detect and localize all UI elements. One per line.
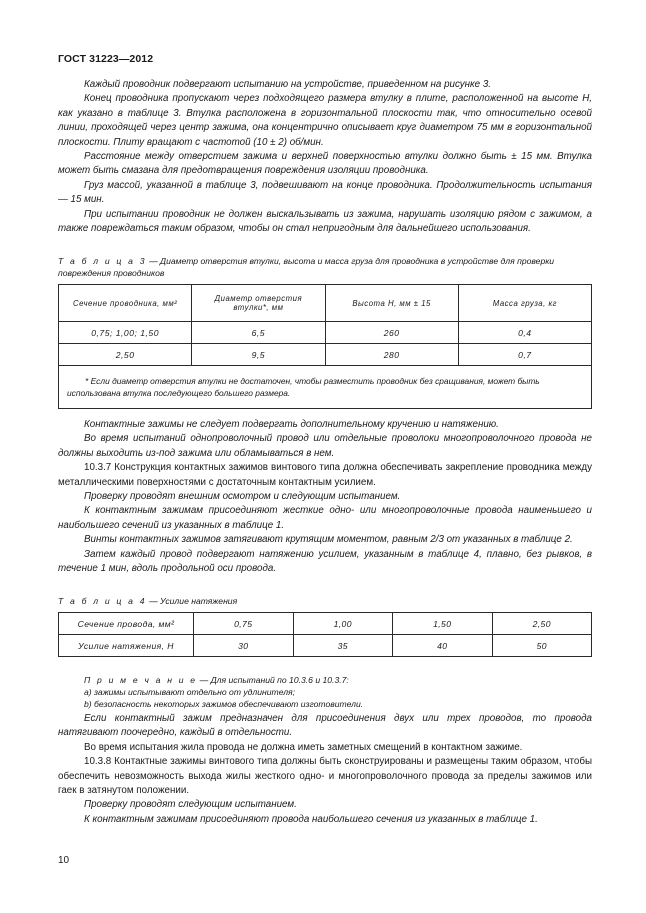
table3-footnote-row <box>59 366 592 409</box>
table3-cell: 9,5 <box>192 344 325 366</box>
note-text: — Для испытаний по 10.3.6 и 10.3.7: <box>197 675 349 685</box>
text-block-3 <box>58 712 592 827</box>
note-label: П р и м е ч а н и е <box>84 675 198 685</box>
note-heading <box>84 674 584 686</box>
paragraph: Каждый проводник подвергают испытанию на устройстве, приведенном на рисунке 3. <box>84 79 492 90</box>
paragraph: Винты контактных зажимов затягивают крутящим моментом, равным 2/3 от указанных в таблице 2. <box>84 534 573 546</box>
table4-caption-label: Т а б л и ц а 4 <box>58 596 147 606</box>
table3 <box>58 284 592 409</box>
table3-cell: 260 <box>325 322 458 344</box>
table3-cell: 0,4 <box>458 322 591 344</box>
table4-cell: 0,75 <box>194 613 294 635</box>
paragraph: Во время испытаний однопроволочный провод или отдельные проволоки многопроволочного провода не должны выходить из-под зажима или обламываться в нем. <box>58 433 592 459</box>
paragraph: При испытании проводник не должен выскальзывать из зажима, нарушать изоляцию рядом с зажимом, а также повреждаться таким образом, чтобы он стал непригодным для дальнейшего использования. <box>58 208 592 235</box>
table3-footnote-text: * Если диаметр отверстия втулки не достаточен, чтобы разместить проводник без сращивания, может быть использована втулка последующего большего размера. <box>67 376 540 398</box>
table4-cell: 2,50 <box>492 613 592 635</box>
table4-cell: 30 <box>194 635 294 657</box>
table4-row-label: Сечение провода, мм² <box>59 613 194 635</box>
page-number: 10 <box>58 855 70 866</box>
paragraph: К контактным зажимам присоединяют жесткие одно- или многопроволочные провода наименьшего и наибольшего сечений из указанных в таблице 1. <box>58 505 592 531</box>
table4-cell: 1,00 <box>293 613 393 635</box>
text-block-1 <box>58 78 592 236</box>
table-row <box>59 635 592 657</box>
paragraph: Проверку проводят следующим испытанием. <box>84 799 297 811</box>
paragraph: Расстояние между отверстием зажима и верхней поверхностью втулки должно быть ± 15 мм. Втулка может быть смазана для предотвращения повреждения изоляции проводника. <box>58 151 592 177</box>
table3-header-cell: Масса груза, кг <box>458 285 591 322</box>
note-block <box>84 674 584 710</box>
table3-header-cell: Сечение проводника, мм² <box>59 285 192 322</box>
table3-cell: 0,75; 1,00; 1,50 <box>59 322 192 344</box>
paragraph: 10.3.8 Контактные зажимы винтового типа должны быть сконструированы и размещены таким образом, чтобы обеспечить невозможность выхода жилы жесткого одно- и многопроволочного провода за пределы зажимов или гаек в затянутом положении. <box>58 756 592 797</box>
table4-cell: 35 <box>293 635 393 657</box>
table3-footnote <box>59 366 592 409</box>
table3-cell: 0,7 <box>458 344 591 366</box>
table3-cell: 280 <box>325 344 458 366</box>
table3-cell: 6,5 <box>192 322 325 344</box>
note-item: а) зажимы испытывают отдельно от удлинителя; <box>84 687 296 697</box>
table4-cell: 50 <box>492 635 592 657</box>
table3-cell: 2,50 <box>59 344 192 366</box>
paragraph: Проверку проводят внешним осмотром и следующим испытанием. <box>84 491 401 503</box>
table3-caption-text: — Диаметр отверстия втулки, высота и масса груза для проводника в устройстве для проверки повреждения проводников <box>58 256 555 278</box>
table3-header-row <box>59 285 592 322</box>
table3-header-cell: Высота Н, мм ± 15 <box>325 285 458 322</box>
paragraph: Если контактный зажим предназначен для присоединения двух или трех проводов, то провода натягивают поочередно, каждый в отдельности. <box>58 713 592 739</box>
paragraph: Груз массой, указанной в таблице 3, подвешивают на конце проводника. Продолжительность испытания — 15 мин. <box>58 179 592 206</box>
table3-caption-label: Т а б л и ц а 3 <box>58 256 147 266</box>
table3-caption <box>58 255 592 279</box>
paragraph: 10.3.7 Конструкция контактных зажимов винтового типа должна обеспечивать закрепление проводника между металлическими поверхностями с достаточным контактным усилием. <box>58 462 592 488</box>
paragraph: Конец проводника пропускают через подходящего размера втулку в плите, расположенной на высоте Н, как указано в таблице 3. Втулка расположена в горизонтальной плоскости так, что относительно осевой линии, проходящей через центр зажима, она концентрично описывает круг диаметром 75 мм в горизонтальной плоскости. Плиту вращают с частотой (10 ± 2) об/мин. <box>58 93 592 148</box>
table4-caption <box>58 595 592 607</box>
table-row <box>59 613 592 635</box>
table-row <box>59 344 592 366</box>
paragraph: К контактным зажимам присоединяют провода наибольшего сечения из указанных в таблице 1. <box>84 813 538 825</box>
table4-caption-text: — Усилие натяжения <box>146 596 238 606</box>
paragraph: Затем каждый провод подвергают натяжению усилием, указанным в таблице 4, плавно, без рывков, в течение 1 мин, вдоль продольной оси провода. <box>58 548 592 575</box>
document-header: ГОСТ 31223—2012 <box>58 53 154 65</box>
text-block-2 <box>58 418 592 576</box>
note-item: b) безопасность некоторых зажимов обеспечивают изготовители. <box>84 699 364 709</box>
table3-header-cell: Диаметр отверстия втулки*, мм <box>192 285 325 322</box>
table4-cell: 1,50 <box>393 613 493 635</box>
table-row <box>59 322 592 344</box>
paragraph: Во время испытания жила провода не должна иметь заметных смещений в контактном зажиме. <box>84 741 523 753</box>
paragraph: Контактные зажимы не следует подвергать дополнительному кручению и натяжению. <box>84 419 499 430</box>
table4-cell: 40 <box>393 635 493 657</box>
table4-row-label: Усилие натяжения, Н <box>59 635 194 657</box>
table4 <box>58 612 592 657</box>
